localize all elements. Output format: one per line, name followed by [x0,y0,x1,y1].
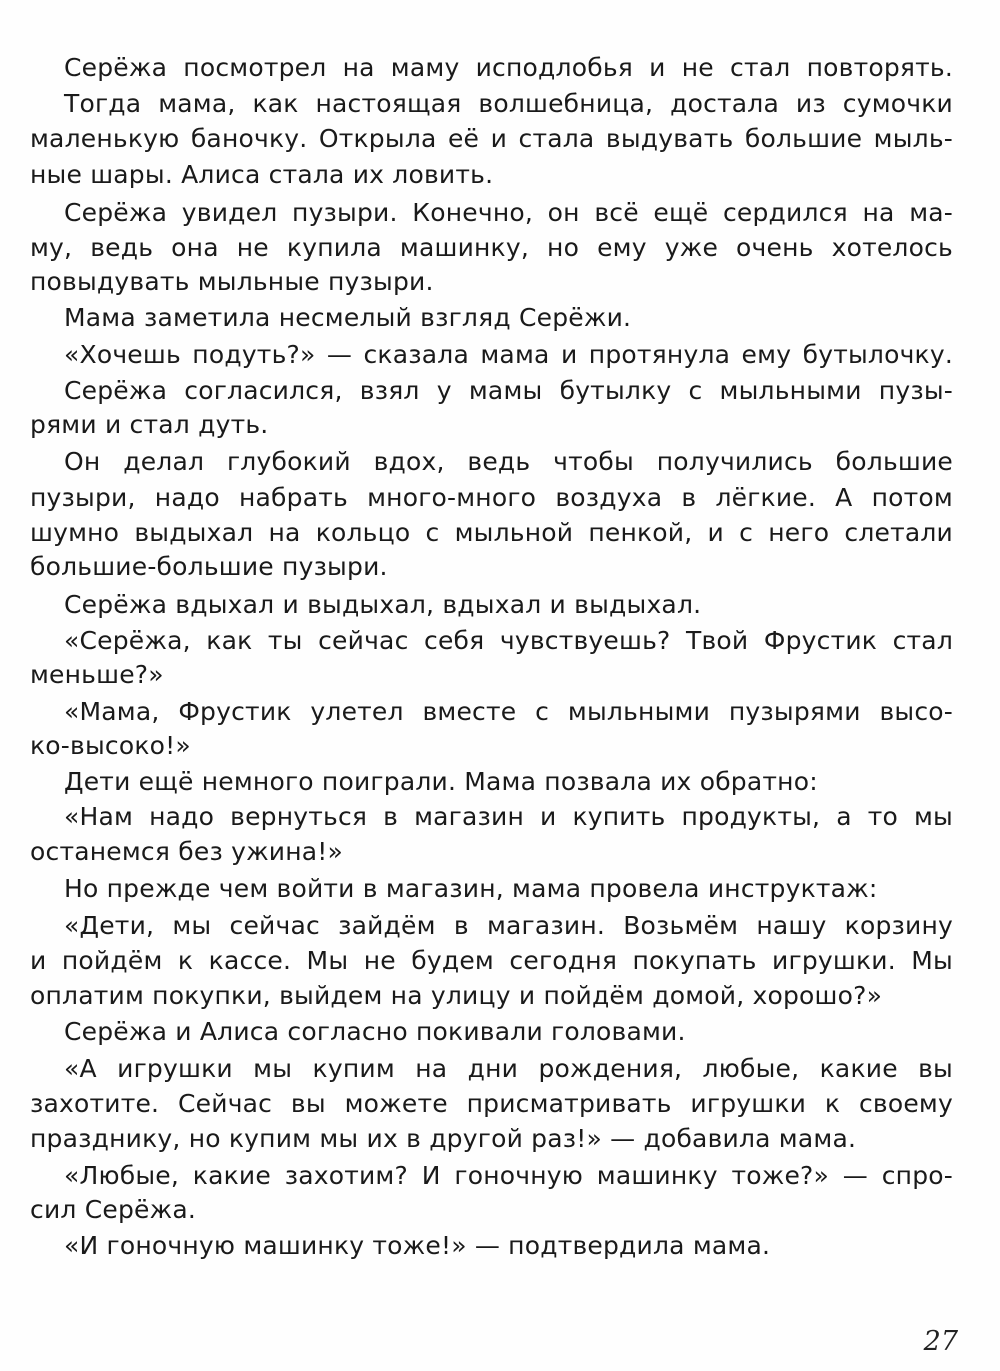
text-line: Он делал глубокий вдох, ведь чтобы получились большие [64,447,953,476]
text-line: Серёжа согласился, взял у мамы бутылку с мыльными пузы- [64,376,953,405]
text-line: «Любые, какие захотим? И гоночную машинку тоже?» — спро- [64,1161,953,1190]
text-line: рями и стал дуть. [30,410,269,439]
text-line: шумно выдыхал на кольцо с мыльной пенкой, и с него слетали [30,518,953,547]
text-line: Мама заметила несмелый взгляд Серёжи. [64,303,632,332]
text-line: большие-большие пузыри. [30,552,388,581]
text-line: ко-высоко!» [30,731,191,760]
text-line: «Хочешь подуть?» — сказала мама и протянула ему бутылочку. [64,340,953,369]
text-line: му, ведь она не купила машинку, но ему уже очень хотелось [30,233,953,262]
text-line: «Нам надо вернуться в магазин и купить продукты, а то мы [64,802,953,831]
text-line: «Дети, мы сейчас зайдём в магазин. Возьмём нашу корзину [64,911,953,940]
text-line: и пойдём к кассе. Мы не будем сегодня покупать игрушки. Мы [30,946,953,975]
text-line: «А игрушки мы купим на дни рождения, любые, какие вы [64,1054,953,1083]
text-line: Серёжа вдыхал и выдыхал, вдыхал и выдыхал. [64,590,702,619]
text-line: Но прежде чем войти в магазин, мама провела инструктаж: [64,874,878,903]
text-line: «Мама, Фрустик улетел вместе с мыльными пузырями высо- [64,697,953,726]
page-number: 27 [923,1326,958,1357]
text-line: повыдувать мыльные пузыри. [30,267,434,296]
text-line: сил Серёжа. [30,1195,196,1224]
text-line: «И гоночную машинку тоже!» — подтвердила мама. [64,1231,771,1260]
text-line: меньше?» [30,660,164,689]
text-line: Серёжа и Алиса согласно покивали головами. [64,1017,686,1046]
text-line: захотите. Сейчас вы можете присматривать игрушки к своему [30,1089,953,1118]
text-line: Тогда мама, как настоящая волшебница, достала из сумочки [64,89,953,118]
text-line: «Серёжа, как ты сейчас себя чувствуешь? Твой Фрустик стал [64,626,953,655]
text-line: Серёжа посмотрел на маму исподлобья и не стал повторять. [64,53,953,82]
text-line: оплатим покупки, выйдем на улицу и пойдём домой, хорошо?» [30,981,883,1010]
text-line: маленькую баночку. Открыла её и стала выдувать большие мыль- [30,124,953,153]
text-line: Серёжа увидел пузыри. Конечно, он всё ещё сердился на ма- [64,198,953,227]
text-line: пузыри, надо набрать много-много воздуха в лёгкие. А потом [30,483,953,512]
text-line: останемся без ужина!» [30,837,344,866]
text-line: Дети ещё немного поиграли. Мама позвала их обратно: [64,767,818,796]
text-line: ные шары. Алиса стала их ловить. [30,160,494,189]
text-line: празднику, но купим мы их в другой раз!» — добавила мама. [30,1124,857,1153]
